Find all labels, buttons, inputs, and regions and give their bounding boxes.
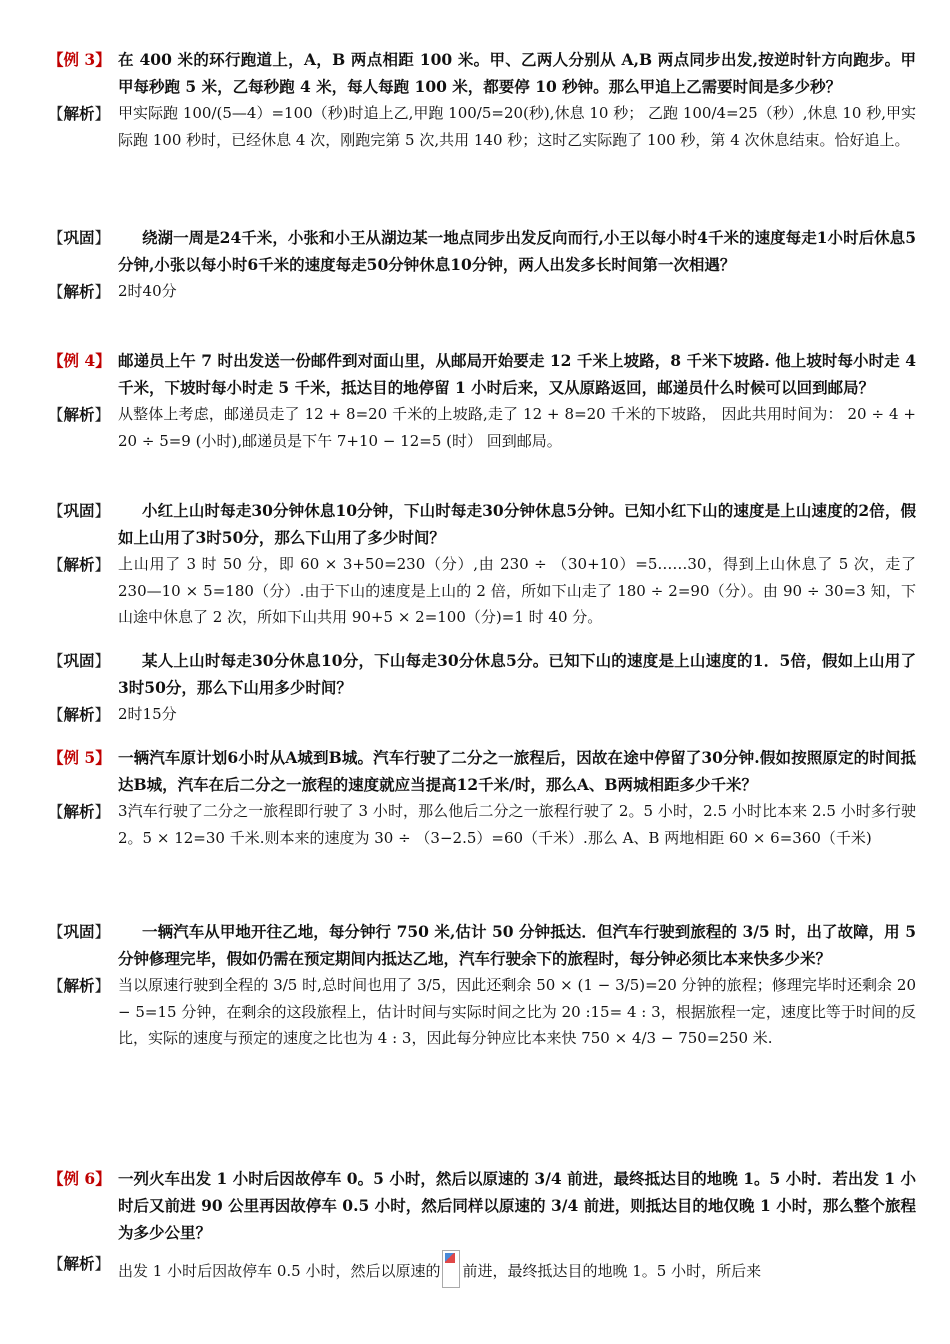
question-row xyxy=(48,647,916,701)
example-6-block xyxy=(48,1165,916,1288)
answer-text: 2时40分 xyxy=(118,282,177,300)
answer-text: 2时15分 xyxy=(118,705,177,723)
answer-row xyxy=(48,401,916,454)
consolidate-tag: 【巩固】 xyxy=(48,501,111,520)
consolidate-4-block xyxy=(48,918,916,1052)
example-3-block xyxy=(48,46,916,153)
answer-row xyxy=(48,551,916,631)
answer-tag: 【解析】 xyxy=(48,405,111,424)
consolidate-3-block xyxy=(48,647,916,728)
example-5-block xyxy=(48,744,916,851)
answer-row xyxy=(48,701,916,728)
example-tag: 【例 3】 xyxy=(48,50,111,69)
example-4-block xyxy=(48,347,916,454)
answer-text: 上山用了 3 时 50 分，即 60 × 3+50=230（分）,由 230 ÷ （30+10）=5……30，得到上山休息了 5 次，走了 230—10 × 5=180（分）.由于下山的速度是上山的 2 倍，所如下山走了 180 ÷ 2=90（分）。由 90 ÷ 30=3 知，下山途中休息了 2 次，所如下山共用 90+5 × 2=100（分)=1 时 40 分。 xyxy=(118,555,916,626)
answer-tag: 【解析】 xyxy=(48,802,111,821)
answer-row xyxy=(48,278,916,305)
answer-text-pre: 出发 1 小时后因故停车 0.5 小时，然后以原速的 xyxy=(118,1262,441,1280)
answer-tag: 【解析】 xyxy=(48,282,111,301)
consolidate-tag: 【巩固】 xyxy=(48,922,111,941)
answer-text: 当以原速行驶到全程的 3/5 时,总时间也用了 3/5，因此还剩余 50 × (1 − 3/5)=20 分钟的旅程；修理完毕时还剩余 20 − 5=15 分钟，在剩余的这段旅程上，估计时间与实际时间之比为 20 :15= 4 : 3，根据旅程一定，速度比等于时间的反比，实际的速度与预定的速度之比也为 4 : 3，因此每分钟应比本来快 750 × 4/3 − 750=250 米. xyxy=(118,976,916,1047)
example-tag: 【例 5】 xyxy=(48,748,111,767)
example-tag: 【例 6】 xyxy=(48,1169,111,1188)
answer-text: 甲实际跑 100/(5—4）=100（秒)时追上乙,甲跑 100/5=20(秒),休息 10 秒； 乙跑 100/4=25（秒）,休息 10 秒,甲实际跑 100 秒时，已经休息 4 次，刚跑完第 5 次,共用 140 秒；这时乙实际跑了 100 秒，第 4 次休息结束。恰好追上。 xyxy=(118,104,916,149)
answer-row xyxy=(48,798,916,851)
answer-row xyxy=(48,1250,916,1288)
question-row xyxy=(48,347,916,401)
consolidate-1-block xyxy=(48,224,916,305)
question-row xyxy=(48,1165,916,1246)
answer-text: 从整体上考虑，邮递员走了 12 + 8=20 千米的上坡路,走了 12 + 8=20 千米的下坡路， 因此共用时间为： 20 ÷ 4 + 20 ÷ 5=9 (小时),邮递员是下午 7+10 − 12=5 (时） 回到邮局。 xyxy=(118,405,916,450)
answer-tag: 【解析】 xyxy=(48,555,111,574)
example-tag: 【例 4】 xyxy=(48,351,111,370)
answer-row xyxy=(48,972,916,1052)
consolidate-tag: 【巩固】 xyxy=(48,651,111,670)
question-row xyxy=(48,918,916,972)
question-text: 某人上山时每走30分休息10分，下山每走30分休息5分。已知下山的速度是上山速度的1．5倍，假如上山用了3时50分，那么下山用多少时间？ xyxy=(118,651,916,697)
question-text: 一辆汽车原计划6小时从A城到B城。汽车行驶了二分之一旅程后，因故在途中停留了30分钟.假如按照原定的时间抵达B城，汽车在后二分之一旅程的速度就应当提高12千米/时，那么A、B两城相距多少千米？ xyxy=(118,748,916,794)
answer-text xyxy=(118,1250,916,1288)
question-row xyxy=(48,497,916,551)
question-row xyxy=(48,224,916,278)
question-text: 绕湖一周是24千米，小张和小王从湖边某一地点同步出发反向而行,小王以每小时4千米的速度每走1小时后休息5分钟,小张以每小时6千米的速度每走50分钟休息10分钟，两人出发多长时间第一次相遇？ xyxy=(118,228,916,274)
question-text: 一列火车出发 1 小时后因故停车 0。5 小时，然后以原速的 3/4 前进，最终抵达目的地晚 1。5 小时．若出发 1 小时后又前进 90 公里再因故停车 0.5 小时，然后同样以原速的 3/4 前进，则抵达目的地仅晚 1 小时，那么整个旅程为多少公里？ xyxy=(118,1169,916,1242)
broken-image-icon xyxy=(442,1250,460,1288)
answer-row xyxy=(48,100,916,153)
answer-tag: 【解析】 xyxy=(48,705,111,724)
question-text: 一辆汽车从甲地开往乙地，每分钟行 750 米,估计 50 分钟抵达．但汽车行驶到旅程的 3/5 时，出了故障，用 5 分钟修理完毕，假如仍需在预定期间内抵达乙地，汽车行驶余下的旅程时，每分钟必须比本来快多少米？ xyxy=(118,922,916,968)
question-text: 小红上山时每走30分钟休息10分钟，下山时每走30分钟休息5分钟。已知小红下山的速度是上山速度的2倍，假如上山用了3时50分，那么下山用了多少时间？ xyxy=(118,501,916,547)
answer-tag: 【解析】 xyxy=(48,976,111,995)
answer-tag: 【解析】 xyxy=(48,104,111,123)
question-row xyxy=(48,46,916,100)
consolidate-2-block xyxy=(48,497,916,631)
answer-text-post: 前进，最终抵达目的地晚 1。5 小时，所后来 xyxy=(462,1262,762,1280)
question-row xyxy=(48,744,916,798)
question-text: 在 400 米的环行跑道上，A，B 两点相距 100 米。甲、乙两人分别从 A,B 两点同步出发,按逆时针方向跑步。甲甲每秒跑 5 米，乙每秒跑 4 米，每人每跑 100 米，都要停 10 秒钟。那么甲追上乙需要时间是多少秒？ xyxy=(118,50,916,96)
question-text: 邮递员上午 7 时出发送一份邮件到对面山里，从邮局开始要走 12 千米上坡路，8 千米下坡路. 他上坡时每小时走 4 千米，下坡时每小时走 5 千米，抵达目的地停留 1 小时后来，又从原路返回，邮递员什么时候可以回到邮局？ xyxy=(118,351,916,397)
answer-tag: 【解析】 xyxy=(48,1254,111,1273)
answer-text: 3汽车行驶了二分之一旅程即行驶了 3 小时，那么他后二分之一旅程行驶了 2。5 小时，2.5 小时比本来 2.5 小时多行驶 2。5 × 12=30 千米.则本来的速度为 30 ÷ （3−2.5）=60（千米）.那么 A、B 两地相距 60 × 6=360（千米) xyxy=(118,802,916,847)
consolidate-tag: 【巩固】 xyxy=(48,228,111,247)
